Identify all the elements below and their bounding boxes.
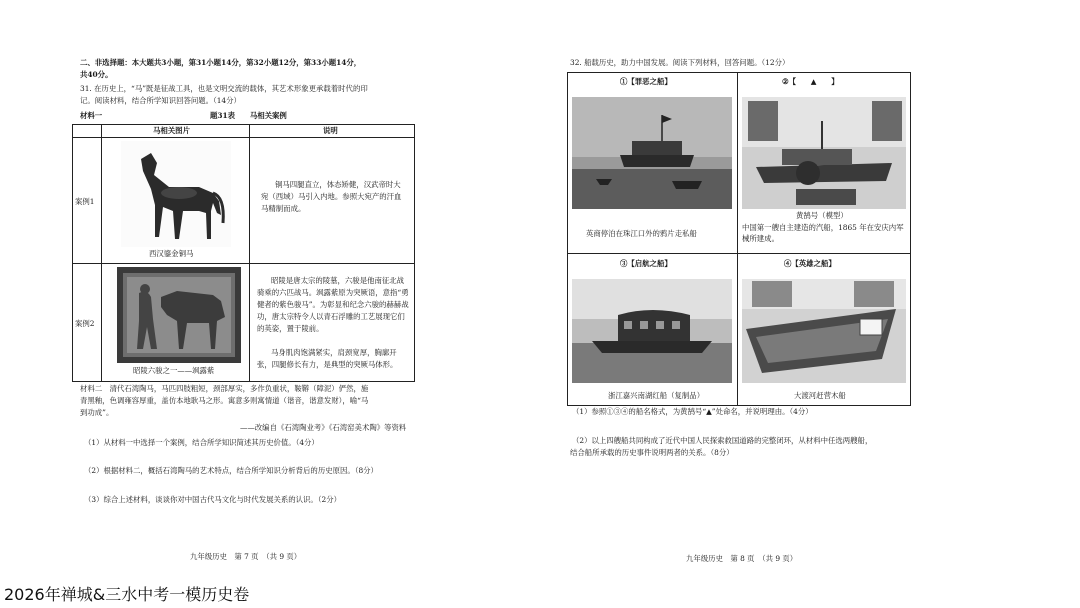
relief-horse-image: [117, 267, 241, 363]
section-header-cont: 共40分。: [80, 70, 113, 79]
opium-ship-image: [572, 97, 732, 209]
horse-cases-table: [72, 124, 415, 382]
left-page-footer: 九年级历史 第 7 页 （共 9 页）: [190, 552, 302, 561]
q31-part1: （1）从材料一中选择一个案例，结合所学知识简述其历史价值。（4分）: [84, 438, 319, 447]
panel3-caption: 浙江嘉兴南湖红船（复制品）: [608, 391, 705, 400]
panel2-title: ②【 ▲ 】: [782, 77, 839, 86]
panel3-title: ③【启航之船】: [620, 259, 672, 268]
material2-line1: 材料二 清代石湾陶马，马匹四肢粗短，颈部厚实，多作负重状，鞍鞯（障泥）俨然，施: [80, 384, 369, 393]
panel2-caption-detail: 中国第一艘自主建造的汽船，1865 年在安庆内军械所建成。: [742, 223, 904, 243]
material2-line3: 到功成”。: [80, 408, 114, 417]
left-page: [0, 0, 540, 572]
material2-line2: 青黑釉，色调雍容厚重，盖仿本地耿马之形。寓意多则寓情道（谐音，谐意发财），喻“马: [80, 396, 369, 405]
panel4-caption: 大渡河赶营木船: [794, 391, 846, 400]
wooden-boat-image: [742, 279, 906, 383]
q32-part2-line2: 结合船所承载的历史事件说明两者的关系。（8分）: [570, 448, 734, 457]
right-page-footer: 九年级历史 第 8 页 （共 9 页）: [686, 554, 798, 563]
q32-intro: 32. 船载历史，助力中国发展。阅读下列材料，回答问题。（12分）: [570, 58, 790, 67]
table-header-image: 马相关图片: [153, 126, 190, 135]
case1-label: 案例1: [75, 197, 95, 206]
bronze-horse-image: [121, 141, 231, 247]
table-caption: 题31表 马相关案例: [210, 111, 287, 120]
exam-title-caption: 2026年禅城&三水中考一模历史卷: [4, 585, 250, 604]
case2-description-1: 昭陵是唐太宗的陵墓，六骏是他南征北战骑乘的六匹战马。飒露紫原为突厥语，意指“勇健者的紫色骏马”。为彰显和纪念六骏的赫赫战功，唐太宗特令人以青石浮雕的工艺展现它们的英姿，置于陵前。: [257, 276, 409, 333]
case2-image-caption: 昭陵六骏之一——飒露紫: [133, 366, 215, 375]
q31-intro-line1: 31. 在历史上，“马”既是征战工具，也是文明交流的载体，其艺术形象更承载着时代的印: [80, 84, 368, 93]
huanghu-ship-model-image: [742, 97, 906, 209]
case2-label: 案例2: [75, 319, 95, 328]
material1-label: 材料一: [80, 111, 103, 120]
panel1-title: ①【罪恶之船】: [620, 77, 672, 86]
q31-part2: （2）根据材料二，概括石湾陶马的艺术特点，结合所学知识分析背后的历史原因。（8分）: [84, 466, 378, 475]
ships-panel-grid: [567, 72, 911, 406]
section-header: 二、非选择题：本大题共3小题，第31小题14分，第32小题12分，第33小题14分，: [80, 58, 362, 67]
case2-description-2: 马身肌肉饱满紧实，肩颈宽厚，胸廓开张，四腿修长有力，是典型的突厥马体形。: [257, 348, 398, 369]
panel1-caption: 英商停泊在珠江口外的鸦片走私船: [586, 229, 697, 238]
q31-part3: （3）综合上述材料，谈谈你对中国古代马文化与时代发展关系的认识。（2分）: [84, 495, 341, 504]
table-header-desc: 说明: [323, 126, 338, 135]
q32-part1: （1）参照①③④的船名格式，为黄鹄号“▲”处命名，并说明理由。（4分）: [572, 407, 813, 416]
material2-source: ——改编自《石湾陶业考》《石湾窑美术陶》等资料: [240, 423, 407, 432]
panel2-caption: 黄鹄号（模型）: [796, 211, 848, 220]
q31-intro-line2: 记。阅读材料，结合所学知识回答问题。（14分）: [80, 96, 241, 105]
panel4-title: ④【英雄之船】: [784, 259, 836, 268]
red-boat-image: [572, 279, 732, 383]
right-page: [540, 0, 1080, 572]
case1-description: 铜马四腿直立，体态矫健，汉武帝时大宛（西域）马引入内地。参照大宛产的汗血马精制而成。: [261, 180, 402, 213]
q32-part2-line1: （2）以上四艘船共同构成了近代中国人民探索救国道路的完整闭环，从材料中任选两艘船，: [572, 436, 873, 445]
case1-image-caption: 西汉鎏金铜马: [149, 249, 194, 258]
